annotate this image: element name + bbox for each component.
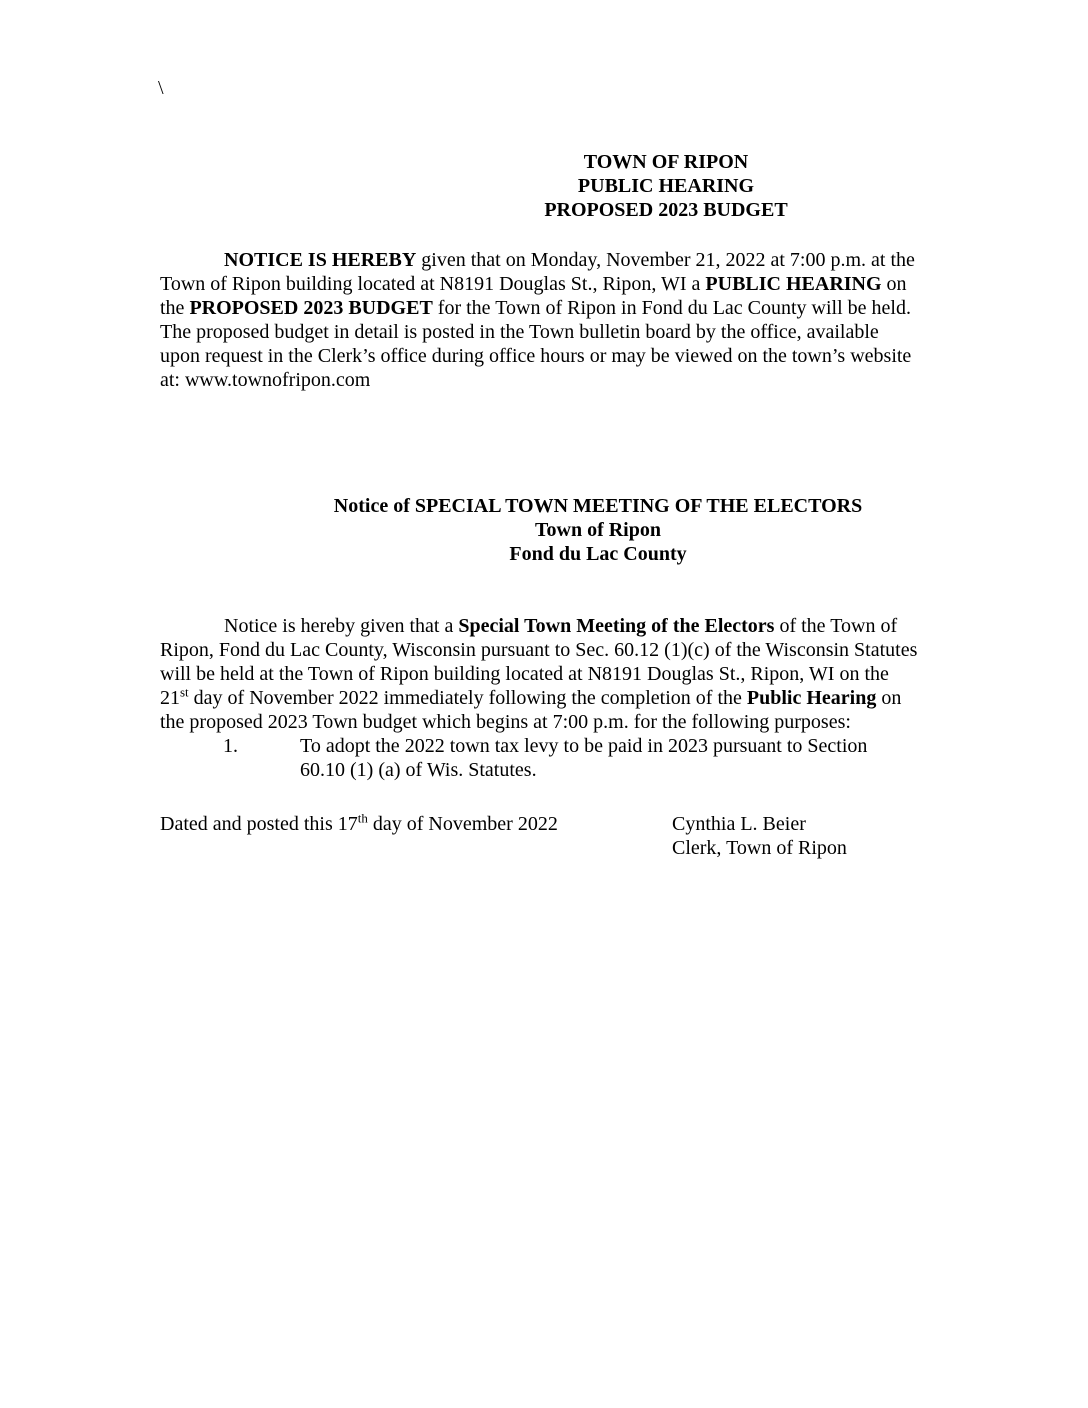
- special-meeting-emphasis: Special Town Meeting of the Electors: [458, 615, 775, 637]
- meeting-heading-line-3: Fond du Lac County: [509, 543, 687, 565]
- signature-block: [672, 812, 847, 860]
- signer-title: Clerk, Town of Ripon: [672, 837, 847, 859]
- meeting-heading: [98, 494, 1088, 566]
- proposed-budget-emphasis: PROPOSED 2023 BUDGET: [189, 297, 433, 319]
- hearing-heading-line-1: TOWN OF RIPON: [583, 151, 749, 173]
- hearing-heading-line-3: PROPOSED 2023 BUDGET: [544, 199, 788, 221]
- notice-lead: NOTICE IS HEREBY: [224, 249, 417, 271]
- purpose-item-number: 1.: [223, 735, 238, 757]
- public-hearing-emphasis-2: Public Hearing: [746, 687, 877, 709]
- meeting-notice-paragraph: Notice is hereby given that a Special Town Meeting of the Electors of the Town of Ripon, Fond du Lac County, Wisconsin pursuant to Sec. 60.12 (1)(c) of the Wisconsin Statutes will be held at the Town of Ripon building located at N8191 Douglas St., Ripon, WI on the 21st day of November 2022 immediately following the completion of the Public Hearing on the proposed 2023 Town budget which begins at 7:00 p.m. for the following purposes:: [160, 615, 918, 733]
- hearing-notice-paragraph: NOTICE IS HEREBY given that on Monday, November 21, 2022 at 7:00 p.m. at the Town of Ripon building located at N8191 Douglas St., Ripon, WI a PUBLIC HEARING on the PROPOSED 2023 BUDGET for the Town of Ripon in Fond du Lac County will be held. The proposed budget in detail is posted in the Town bulletin board by the office, available upon request in the Clerk’s office during office hours or may be viewed on the town’s website at: www.townofripon.com: [160, 249, 915, 391]
- public-hearing-emphasis: PUBLIC HEARING: [705, 273, 882, 295]
- dated-posted-line: Dated and posted this 17th day of November 2022: [160, 810, 558, 835]
- purpose-item-text: To adopt the 2022 town tax levy to be paid in 2023 pursuant to Section 60.10 (1) (a) of Wis. Statutes.: [300, 735, 868, 781]
- signer-name: Cynthia L. Beier: [672, 813, 806, 835]
- hearing-heading: [160, 150, 1088, 222]
- meeting-heading-line-2: Town of Ripon: [535, 519, 661, 541]
- hearing-heading-line-2: PUBLIC HEARING: [577, 175, 755, 197]
- website-line: at: www.townofripon.com: [160, 369, 371, 391]
- meeting-heading-line-1: Notice of SPECIAL TOWN MEETING OF THE ELECTORS: [333, 495, 863, 517]
- stray-backslash-mark: \: [158, 77, 164, 99]
